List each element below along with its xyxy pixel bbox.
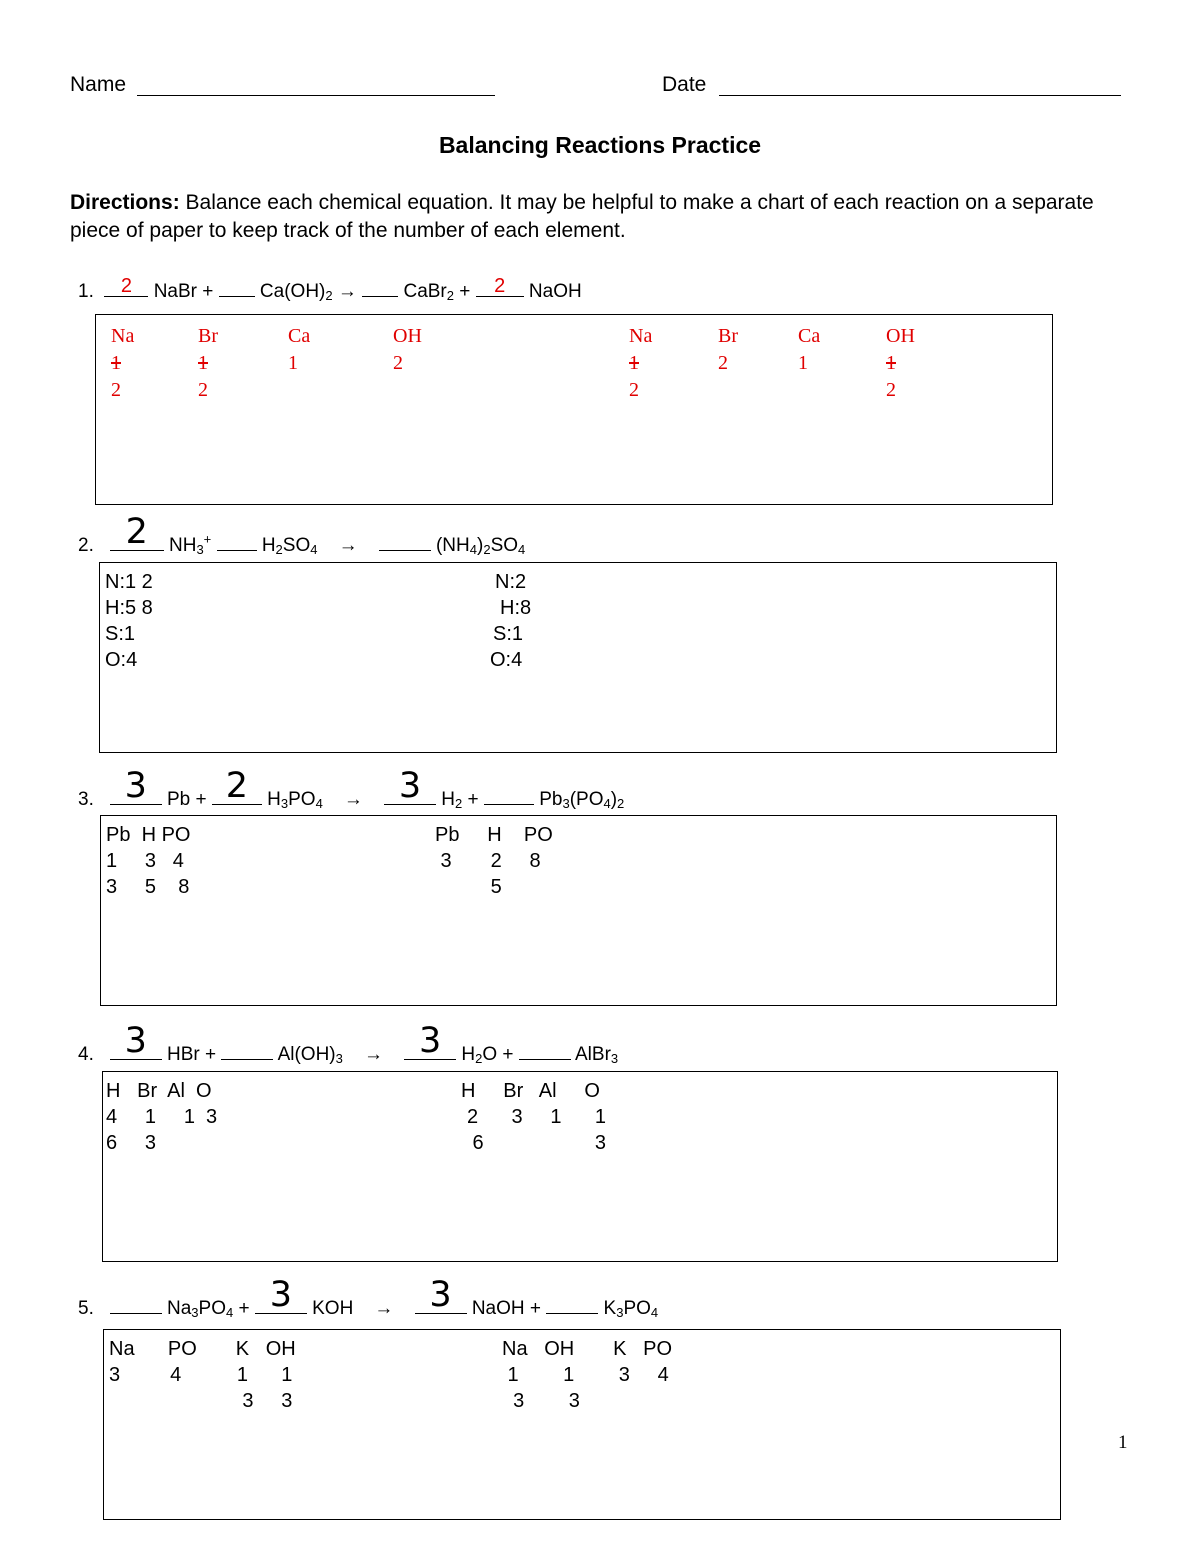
chart-line: Na OH K PO xyxy=(502,1338,673,1360)
chart-line: 3 3 xyxy=(109,1390,293,1412)
chart-cell: Br xyxy=(718,325,738,347)
chart-cell: 2 xyxy=(111,379,121,401)
page-number: 1 xyxy=(1118,1432,1128,1453)
chart-line: 6 3 xyxy=(467,1132,606,1154)
chart-cell: 1 xyxy=(886,352,896,374)
chart-cell: 2 xyxy=(393,352,403,374)
coefficient-answer: 3 xyxy=(124,1021,147,1061)
chart-line: 1 1 3 4 xyxy=(502,1364,669,1386)
coefficient-answer: 2 xyxy=(125,512,148,552)
problem-number: 3. xyxy=(78,789,94,810)
coefficient-blank[interactable] xyxy=(362,276,398,297)
work-box-3[interactable] xyxy=(100,815,1057,1006)
coefficient-answer: 3 xyxy=(398,766,422,806)
chart-cell: Na xyxy=(111,325,135,347)
coefficient-blank[interactable] xyxy=(110,1021,162,1061)
chart-cell: 1 xyxy=(798,352,808,374)
chart-line: O:4 xyxy=(105,649,138,671)
chart-cell: 2 xyxy=(198,379,208,401)
chart-line: 3 4 1 1 xyxy=(109,1364,293,1386)
equation-4: 4. 3 HBr + $Al(OH)_3$ → 3 $H_2O$ + AlBr$_3$ xyxy=(78,1021,619,1066)
coefficient-answer: 2 xyxy=(494,275,506,297)
chart-line: N:2 xyxy=(495,571,527,593)
chart-cell: Ca xyxy=(288,325,311,347)
coefficient-blank[interactable] xyxy=(415,1275,467,1315)
chart-line: O:4 xyxy=(490,649,523,671)
chart-line: N:1 2 xyxy=(105,571,153,593)
chart-line: 2 3 1 1 xyxy=(467,1106,606,1128)
chart-line: S:1 xyxy=(493,623,524,645)
work-box-5[interactable] xyxy=(103,1329,1061,1520)
coefficient-answer: 3 xyxy=(269,1275,292,1315)
equation-2: 2. 2 $NH_3^+$ $H_2SO_4$ → $(NH_4)_2SO_4$ xyxy=(78,512,526,557)
chart-line: 3 2 8 xyxy=(435,850,541,872)
coefficient-answer: 3 xyxy=(429,1275,452,1315)
coefficient-blank[interactable] xyxy=(255,1275,307,1315)
coefficient-blank[interactable] xyxy=(484,784,534,805)
chart-line: S:1 xyxy=(105,623,136,645)
coefficient-blank[interactable] xyxy=(212,766,262,806)
directions-text: Balance each chemical equation. It may be helpful to make a chart of each reaction on a separate piece of paper to keep track of the number of each element. xyxy=(70,191,1094,242)
chart-cell: OH xyxy=(393,325,422,347)
problem-number: 1. xyxy=(78,281,94,302)
chart-line: Pb H PO xyxy=(435,824,553,846)
directions-label: Directions: xyxy=(70,191,180,214)
name-label: Name xyxy=(70,73,127,96)
chart-cell: Na xyxy=(629,325,653,347)
coefficient-blank[interactable] xyxy=(221,1039,273,1060)
problem-number: 2. xyxy=(78,535,94,556)
chart-line: 3 3 xyxy=(502,1390,580,1412)
work-box-1[interactable] xyxy=(95,314,1053,505)
chart-cell: 2 xyxy=(886,379,896,401)
chart-cell: Ca xyxy=(798,325,821,347)
chart-line: H Br Al O xyxy=(461,1080,600,1102)
coefficient-blank[interactable] xyxy=(110,1293,162,1314)
coefficient-answer: 2 xyxy=(120,275,132,297)
chart-line: 6 3 xyxy=(106,1132,157,1154)
coefficient-answer: 3 xyxy=(124,766,147,806)
equation-5: 5. $Na_3PO_4$ + 3 KOH → 3 NaOH + $K_3PO_4$ xyxy=(78,1275,659,1320)
coefficient-blank[interactable] xyxy=(519,1039,571,1060)
chart-cell: Br xyxy=(198,325,218,347)
chart-cell: 1 xyxy=(629,352,639,374)
chart-line: H Br Al O xyxy=(106,1080,212,1102)
coefficient-blank[interactable] xyxy=(110,512,164,552)
chart-line: 1 3 4 xyxy=(106,850,184,872)
problem-number: 5. xyxy=(78,1298,94,1319)
chart-cell: 1 xyxy=(288,352,298,374)
coefficient-blank[interactable] xyxy=(379,530,431,551)
work-box-2[interactable] xyxy=(99,562,1057,753)
equation-1: 1. 2 NaBr + $Ca(OH)_2$ → CaBr$_2$ + 2 NaOH xyxy=(78,275,582,303)
chart-line: Na PO K OH xyxy=(109,1338,296,1360)
coefficient-blank[interactable] xyxy=(217,530,257,551)
coefficient-blank[interactable] xyxy=(219,276,255,297)
coefficient-blank[interactable] xyxy=(546,1293,598,1314)
coefficient-blank[interactable] xyxy=(404,1021,456,1061)
chart-line: H:8 xyxy=(500,597,532,619)
equation-3: 3. 3 Pb + 2 $H_3PO_4$ → 3 $H_2$ + $Pb_3(PO_4)_2$ xyxy=(78,766,625,811)
coefficient-answer: 3 xyxy=(418,1021,442,1061)
coefficient-blank[interactable] xyxy=(104,276,148,297)
chart-cell: 1 xyxy=(198,352,208,374)
page-title: Balancing Reactions Practice xyxy=(438,132,762,158)
chart-cell: 2 xyxy=(718,352,728,374)
chart-line: Pb H PO xyxy=(106,824,191,846)
chart-line: 3 5 8 xyxy=(106,876,190,898)
work-box-4[interactable] xyxy=(102,1071,1058,1262)
coefficient-answer: 2 xyxy=(225,766,249,806)
chart-line: H:5 8 xyxy=(105,597,153,619)
coefficient-blank[interactable] xyxy=(476,276,524,297)
chart-line: 5 xyxy=(435,876,502,898)
coefficient-blank[interactable] xyxy=(384,766,436,806)
problem-number: 4. xyxy=(78,1044,94,1065)
date-label: Date xyxy=(662,73,707,96)
date-field[interactable] xyxy=(719,95,1121,96)
chart-cell: OH xyxy=(886,325,915,347)
chart-line: 4 1 1 3 xyxy=(106,1106,218,1128)
coefficient-blank[interactable] xyxy=(110,766,162,806)
chart-cell: 2 xyxy=(629,379,639,401)
chart-cell: 1 xyxy=(111,352,121,374)
name-field[interactable] xyxy=(137,95,495,96)
directions xyxy=(70,189,1120,245)
